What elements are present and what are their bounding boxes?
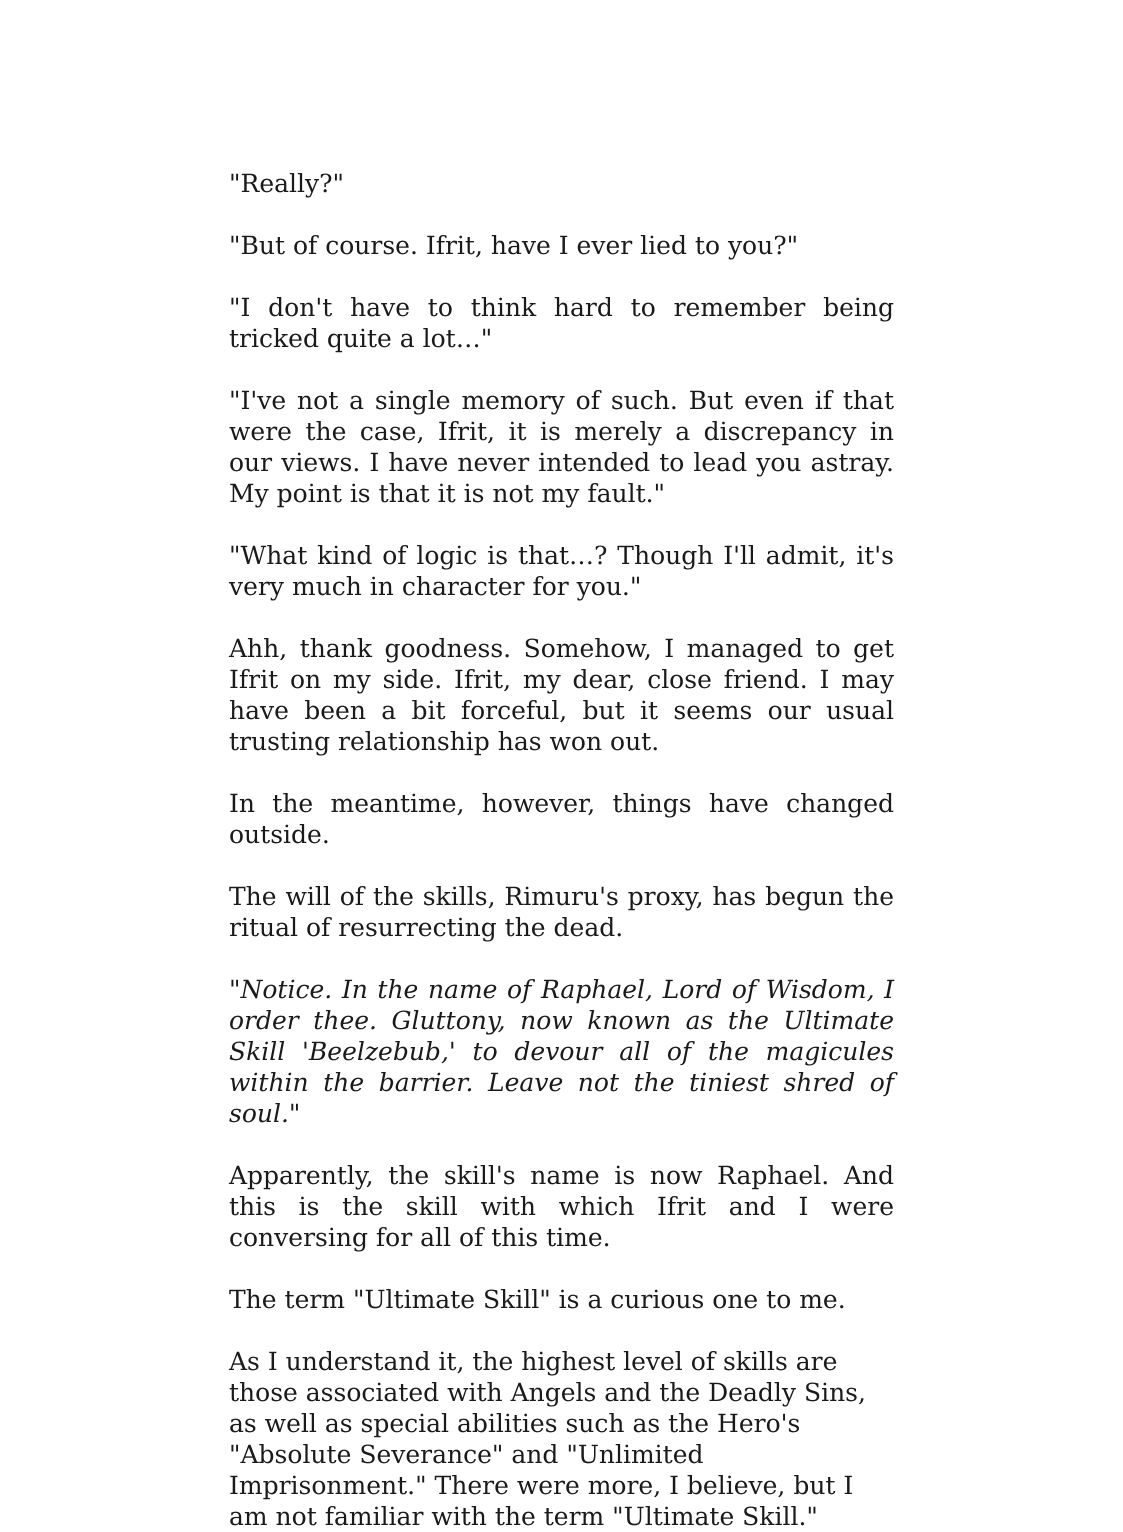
paragraph-lied: "But of course. Ifrit, have I ever lied to you?" bbox=[229, 231, 799, 260]
paragraph-notice: "Notice. In the name of Raphael, Lord of Wisdom, I order thee. Gluttony, now known as the Ultimate Skill 'Beelzebub,' to devour all of the magicules within the barrier. Leave not the tiniest shred of soul." bbox=[229, 975, 894, 1128]
paragraph-ultimate-term: The term "Ultimate Skill" is a curious one to me. bbox=[229, 1285, 846, 1314]
page-text bbox=[229, 168, 894, 1532]
paragraph-raphael: Apparently, the skill's name is now Raphael. And this is the skill with which Ifrit and I were conversing for all of this time. bbox=[229, 1161, 894, 1252]
paragraph-memory: "I've not a single memory of such. But even if that were the case, Ifrit, it is merely a discrepancy in our views. I have never intended to lead you astray. My point is that it is not my fault." bbox=[229, 386, 894, 508]
paragraph-highest-level: As I understand it, the highest level of skills are those associated with Angels and the Deadly Sins, as well as special abilities such as the Hero's "Absolute Severance" and "Unlimited Imprisonment." There were more, I believe, but I am not familiar with the term "Ultimate Skill." bbox=[229, 1347, 866, 1531]
paragraph-tricked: "I don't have to think hard to remember being tricked quite a lot…" bbox=[229, 293, 894, 353]
paragraph-ritual: The will of the skills, Rimuru's proxy, has begun the ritual of resurrecting the dead. bbox=[229, 882, 894, 942]
paragraph-really: "Really?" bbox=[229, 169, 345, 198]
paragraph-logic: "What kind of logic is that…? Though I'll admit, it's very much in character for you." bbox=[229, 541, 894, 601]
paragraph-ahh: Ahh, thank goodness. Somehow, I managed to get Ifrit on my side. Ifrit, my dear, close friend. I may have been a bit forceful, but it seems our usual trusting relationship has won out. bbox=[229, 634, 894, 756]
paragraph-meantime: In the meantime, however, things have changed outside. bbox=[229, 789, 894, 849]
